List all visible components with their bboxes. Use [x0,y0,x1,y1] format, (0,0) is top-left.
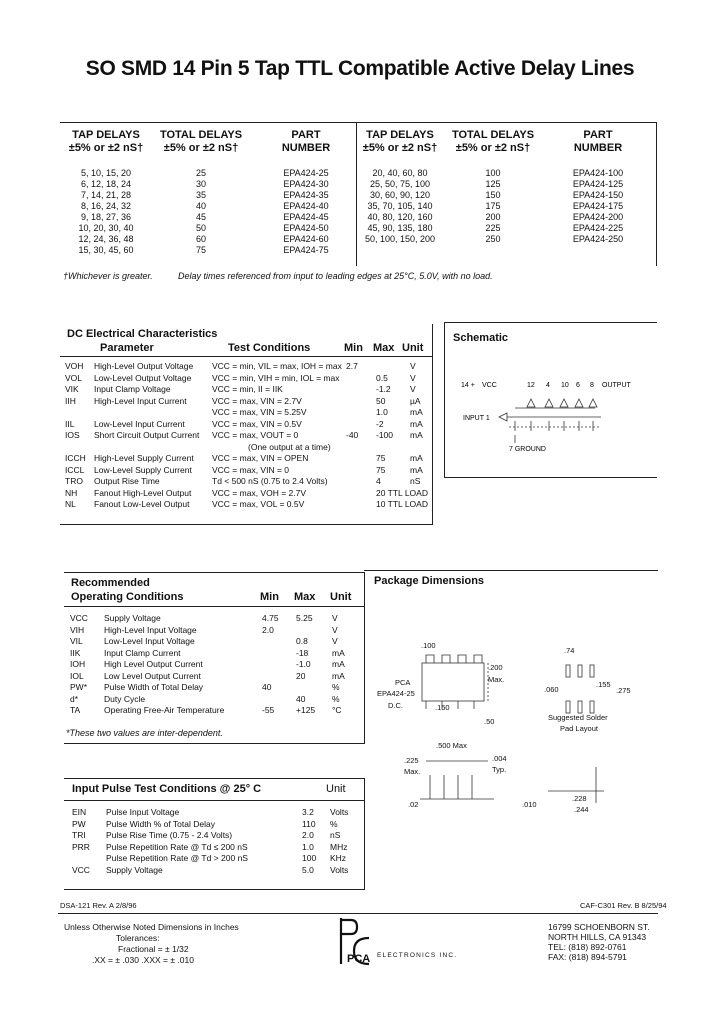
schematic-circuit [499,399,601,443]
dim-500: .500 Max [436,741,467,750]
dc-hdr-max: Max [373,342,395,354]
pad-label-2: Pad Layout [560,724,598,733]
dim-060: .060 [544,685,559,694]
table-right-edge [656,122,657,266]
delay-footnote-1: †Whichever is greater. [63,271,153,281]
schematic-section [444,322,657,478]
schematic-input: INPUT 1 [463,415,490,422]
pad-label-1: Suggested Solder [548,713,608,722]
ipt-title: Input Pulse Test Conditions @ 25° C [72,783,262,795]
package-section [364,570,658,831]
package-drawing [364,571,658,831]
dim-max: Max. [488,675,505,684]
package-title: Package Dimensions [374,575,485,587]
dim-228: .228 [572,794,587,803]
dc-hdr-min: Min [344,342,363,354]
dim-004: .004 [492,754,507,763]
schematic-ground: 7 GROUND [509,446,546,453]
phone: TEL: (818) 892-0761 [548,942,627,952]
part-mark: EPA424-25 [377,689,415,698]
dc-section: DC Electrical Characteristics Parameter Test Conditions Min Max Unit VOH High-Level Output Voltage VCC = min, VIL = max, IOH = max 2.7 V VOL Low-Level Output Voltage VCC = min, VIH = min, IOL = max 0.5 V VIK Input Clamp Voltage VCC = min, II = IIK -1.2 V IIH High-Level Input Current VCC = max, VIN = 2.7V 50 µA VCC = max, VIN = 5.25V 1.0 mA IIL Low-Level Input Current VCC = max, VIN = 0.5V -2 mA IOS Short Circuit Output Current VCC = max, VOUT = 0 -40 -100 mA (One output at a time) ICCH High-Level Supply Current VCC = max, VIN = OPEN 75 mA ICCL Low-Level Supply Current VCC = max, VIN = 0 75 mA TRO Output Rise Time Td < 500 nS (0.75 to 2.4 Volts) 4 nS NH Fanout High-Level Output VCC = max, VOH = 2.7V 20 TTL LOAD NL Fanout Low-Level Output VCC = max, VOL = 0.5V 10 TTL LOAD [60,324,433,525]
schematic-output: OUTPUT [602,382,631,389]
delay-table: TAP DELAYS ±5% or ±2 nS† TOTAL DELAYS ±5% or ±2 nS† PART NUMBER TAP DELAYS ±5% or ±2 nS† TOTAL DELAYS ±5% or ±2 nS† PART NUMBER 5, 10, 15, 20 25 EPA424-25 6, 12, 18, 24 30 EPA424-30 7, 14, 21, 28 35 EPA424-35 8, 16, 24, 32 40 EPA424-40 9, 18, 27, 36 45 EPA424-45 10, 20, 30, 40 50 EPA424-50 12, 24, 36, 48 60 EPA424-60 15, 30, 45, 60 75 EPA424-75 20, 40, 60, 80 100 EPA424-100 25, 50, 75, 100 125 EPA424-125 30, 60, 90, 120 150 EPA424-150 35, 70, 105, 140 175 EPA424-175 40, 80, 120, 160 200 EPA424-200 45, 90, 135, 180 225 EPA424-225 50, 100, 150, 200 250 EPA424-250 †Whichever is greater. Delay times referenced from input to leading edges at 25°C, 5.0V, with no load. [60,122,660,292]
dc-header-rule [60,356,432,357]
page-title: SO SMD 14 Pin 5 Tap TTL Compatible Active Delay Lines [85,57,635,80]
dim-74: .74 [564,646,575,655]
schematic-pin-10: 10 [561,382,569,389]
schematic-vcc: VCC [482,382,497,389]
schematic-diagram [445,323,657,477]
address-line-2: NORTH HILLS, CA 91343 [548,932,647,942]
rec-title-1: Recommended [71,577,150,589]
rec-section: Recommended Operating Conditions Min Max Unit VCC Supply Voltage 4.75 5.25 V VIH High-Level Input Voltage 2.0 V VIL Low-Level Input Voltage 0.8 V IIK Input Clamp Current -18 mA IOH High Level Output Current -1.0 mA IOL Low Level Output Current 20 mA PW* Pulse Width of Total Delay 40 % d* Duty Cycle 40 % TA Operating Free-Air Temperature -55 +125 °C *These two values are inter-dependent. [64,572,365,744]
pca-mark: PCA [395,678,411,687]
rec-title-2: Operating Conditions [71,591,184,603]
hdr-tap-right: TAP DELAYS ±5% or ±2 nS† [362,129,438,154]
pca-logo-mark [336,916,374,966]
schematic-pin-6: 6 [576,382,580,389]
hdr-part-left: PART NUMBER [281,129,331,154]
footer-fractional: Fractional = ± 1/32 [118,944,189,954]
rec-hdr-min: Min [260,591,279,603]
pca-logo [336,916,374,966]
schematic-pin-4: 4 [546,382,550,389]
footer-xx: .XX = ± .030 .XXX = ± .010 [92,955,194,965]
ipt-section: Input Pulse Test Conditions @ 25° C Unit EIN Pulse Input Voltage 3.2 Volts PW Pulse Width % of Total Delay 110 % TRI Pulse Rise Time (0.75 - 2.4 Volts) 2.0 nS PRR Pulse Repetition Rate @ Td ≤ 200 nS 1.0 MHz Pulse Repetition Rate @ Td > 200 nS 100 KHz VCC Supply Voltage 5.0 Volts [64,778,365,890]
hdr-total-left: TOTAL DELAYS ±5% or ±2 nS† [159,129,243,154]
dim-010: .010 [522,800,537,809]
pca-logo-text: PCA [347,953,371,965]
rec-hdr-max: Max [294,591,316,603]
fax: FAX: (818) 894-5791 [548,952,627,962]
dc-title: DC Electrical Characteristics [67,328,218,340]
dim-225: .225 [404,756,419,765]
rec-header-rule [64,606,364,607]
footer-tolerances: Tolerances: [116,933,160,943]
rec-footnote: *These two values are inter-dependent. [66,728,223,738]
electronics-text: ELECTRONICS INC. [377,952,458,959]
table-top-rule [60,122,656,123]
hdr-total-right: TOTAL DELAYS ±5% or ±2 nS† [451,129,535,154]
dim-max2: Max. [404,767,421,776]
schematic-pin-8: 8 [590,382,594,389]
dc-hdr-parameter: Parameter [100,342,154,354]
ipt-hdr-unit: Unit [326,783,346,795]
dim-typ: Typ. [492,765,507,774]
dc-hdr-unit: Unit [402,342,424,354]
dim-02: .02 [408,800,419,809]
dim-155: .155 [596,680,611,689]
hdr-part-right: PART NUMBER [573,129,623,154]
dim-244: .244 [574,805,589,814]
schematic-pin-12: 12 [527,382,535,389]
dc-mark: D.C. [388,701,403,710]
dim-275: .275 [616,686,631,695]
dim-200: .200 [488,663,503,672]
dc-hdr-conditions: Test Conditions [228,342,311,354]
footer-unless: Unless Otherwise Noted Dimensions in Inches [64,922,239,932]
dim-100: .100 [421,641,436,650]
footer-rule [58,913,658,914]
rec-hdr-unit: Unit [330,591,352,603]
dim-50: .50 [484,717,495,726]
ipt-header-rule [64,800,364,801]
hdr-tap-left: TAP DELAYS ±5% or ±2 nS† [68,129,144,154]
doc-code-right: CAF-C301 Rev. B 8/25/94 [580,901,667,910]
schematic-pin14: 14 + [461,382,475,389]
doc-code-left: DSA-121 Rev. A 2/8/96 [60,901,137,910]
schematic-title: Schematic [453,332,509,344]
address-line-1: 16799 SCHOENBORN ST. [548,922,650,932]
dim-150: .150 [435,703,450,712]
delay-footnote-2: Delay times referenced from input to leading edges at 25°C, 5.0V, with no load. [178,271,493,281]
